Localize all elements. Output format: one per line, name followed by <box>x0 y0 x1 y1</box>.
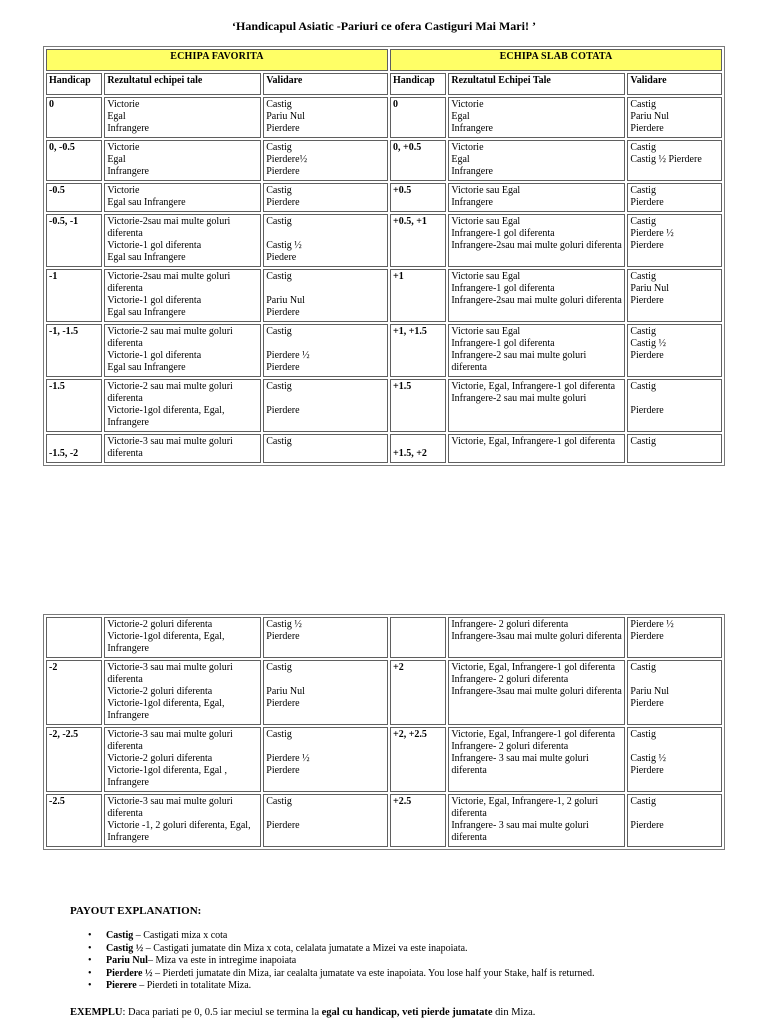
underdog-validation-line: Pariu Nul <box>630 283 669 294</box>
underdog-validation-line: Castig <box>630 436 656 447</box>
favorite-validation-line: Pierdere ½ <box>266 350 310 361</box>
underdog-result-line: Egal <box>451 111 470 122</box>
underdog-handicap: +2 <box>390 660 446 725</box>
underdog-result-line: Infrangere <box>451 166 493 177</box>
underdog-result <box>448 379 625 432</box>
underdog-handicap: +2, +2.5 <box>390 727 446 792</box>
underdog-result-line: Infrangere-1 gol diferenta <box>451 338 555 349</box>
page-title: ‘Handicapul Asiatic -Pariuri ce ofera Castiguri Mai Mari! ’ <box>232 19 536 33</box>
favorite-validation-line: Pierdere <box>266 166 300 177</box>
favorite-validation-line: Castig <box>266 271 292 282</box>
underdog-validation <box>627 727 722 792</box>
col-result-dog: Rezultatul Echipei Tale <box>448 73 625 95</box>
favorite-validation-line: Castig <box>266 142 292 153</box>
payout-description: – Miza va este in intregime inapoiata <box>147 955 297 966</box>
payout-description: – Castigati jumatate din Miza x cota, celalata jumatate a Mizei va este inapoiata. <box>143 942 468 954</box>
favorite-validation <box>263 97 388 138</box>
favorite-result-line: Victorie-2sau mai multe goluri diferenta <box>107 271 231 294</box>
underdog-result <box>448 140 625 181</box>
underdog-result <box>448 727 625 792</box>
underdog-result-line: Infrangere <box>451 123 493 134</box>
favorite-result-line: Victorie-1gol diferenta, Egal, Infrangere <box>107 698 225 721</box>
underdog-result-line: Infrangere- 3 sau mai multe goluri diferenta <box>451 820 589 843</box>
favorite-result-line: Infrangere <box>107 123 149 134</box>
payout-term: Pierdere ½ <box>106 967 153 979</box>
underdog-validation-line: Pierdere ½ <box>630 228 674 239</box>
favorite-validation-line: Pierdere <box>266 698 300 709</box>
payout-item <box>88 968 748 981</box>
underdog-result-line: Victorie, Egal, Infrangere-1 gol diferenta <box>451 729 616 740</box>
example-text-1: : Daca pariati pe 0, 0.5 iar meciul se termina la <box>122 1007 322 1018</box>
favorite-handicap: -1 <box>46 269 102 322</box>
handicap-table-2 <box>43 614 725 850</box>
favorite-validation-line: Castig <box>266 99 292 110</box>
underdog-result <box>448 617 625 658</box>
favorite-result <box>104 140 261 181</box>
favorite-validation-line <box>266 228 385 240</box>
underdog-validation-line <box>630 674 719 686</box>
underdog-result <box>448 183 625 212</box>
favorite-result-line: Victorie -1, 2 goluri diferenta, Egal, Infrangere <box>107 820 251 843</box>
handicap-table-1 <box>43 46 725 466</box>
underdog-result-line: Victorie sau Egal <box>451 185 521 196</box>
underdog-result-line: Infrangere-2sau mai multe goluri diferenta <box>451 295 622 306</box>
favorite-validation-line: Pariu Nul <box>266 686 305 697</box>
favorite-result-line: Victorie <box>107 185 140 196</box>
underdog-validation-line: Pierdere <box>630 350 664 361</box>
table-row <box>46 140 722 181</box>
payout-term: Pariu Nul <box>106 955 148 966</box>
favorite-result <box>104 324 261 377</box>
favorite-validation-line: Pierdere <box>266 197 300 208</box>
payout-title: PAYOUT EXPLANATION: <box>70 905 202 917</box>
underdog-handicap: 0 <box>390 97 446 138</box>
favorite-result <box>104 269 261 322</box>
favorite-validation <box>263 379 388 432</box>
payout-item <box>88 955 748 968</box>
underdog-result <box>448 794 625 847</box>
favorite-validation <box>263 269 388 322</box>
table-row <box>46 97 722 138</box>
underdog-result-line: Infrangere- 2 goluri diferenta <box>451 619 569 630</box>
table-row <box>46 617 722 658</box>
underdog-validation-line: Castig ½ <box>630 338 666 349</box>
favorite-validation-line: Castig <box>266 216 292 227</box>
underdog-validation <box>627 97 722 138</box>
underdog-validation <box>627 183 722 212</box>
payout-item <box>88 930 748 943</box>
favorite-validation-line: Castig <box>266 729 292 740</box>
favorite-handicap: 0, -0.5 <box>46 140 102 181</box>
underdog-validation-line: Pierdere <box>630 631 664 642</box>
underdog-validation-line: Castig <box>630 185 656 196</box>
example-text-2: din Miza. <box>492 1007 536 1018</box>
underdog-validation-line: Castig ½ Pierdere <box>630 154 702 165</box>
favorite-result-line: Victorie-1 gol diferenta <box>107 350 202 361</box>
underdog-validation <box>627 214 722 267</box>
table-1-body <box>46 97 722 463</box>
favorite-validation <box>263 794 388 847</box>
underdog-validation-line: Pariu Nul <box>630 111 669 122</box>
favorite-result <box>104 214 261 267</box>
favorite-validation <box>263 727 388 792</box>
favorite-result <box>104 379 261 432</box>
favorite-validation <box>263 324 388 377</box>
table-row <box>46 434 722 463</box>
col-validation-fav: Validare <box>263 73 388 95</box>
payout-term: Castig <box>106 930 134 941</box>
underdog-validation-line: Pierdere <box>630 698 664 709</box>
favorite-result-line: Infrangere <box>107 166 149 177</box>
favorite-result-line: Victorie-2sau mai multe goluri diferenta <box>107 216 231 239</box>
favorite-validation-line: Castig <box>266 381 292 392</box>
favorite-validation-line <box>266 741 385 753</box>
table-row <box>46 794 722 847</box>
favorite-result <box>104 617 261 658</box>
favorite-validation-line: Pierdere <box>266 307 300 318</box>
underdog-validation <box>627 434 722 463</box>
favorite-validation-line: Castig <box>266 185 292 196</box>
favorite-result <box>104 660 261 725</box>
favorite-validation <box>263 214 388 267</box>
underdog-handicap: +0.5, +1 <box>390 214 446 267</box>
underdog-result <box>448 97 625 138</box>
favorite-result-line: Victorie-3 sau mai multe goluri diferenta <box>107 796 233 819</box>
favorite-result-line: Victorie <box>107 99 140 110</box>
underdog-validation-line: Pierdere ½ <box>630 619 674 630</box>
favorite-result-line: Egal sau Infrangere <box>107 197 186 208</box>
favorite-result-line: Victorie-2 goluri diferenta <box>107 619 213 630</box>
underdog-validation <box>627 324 722 377</box>
favorite-result-line: Victorie-3 sau mai multe goluri diferenta <box>107 662 233 685</box>
underdog-validation-line: Pierdere <box>630 295 664 306</box>
favorite-handicap: -1.5, -2 <box>46 434 102 463</box>
payout-description: – Pierdeti jumatate din Miza, iar cealalta jumatate va este inapoiata. You lose half your Stake, half is returned. <box>152 967 595 979</box>
favorite-handicap: -2.5 <box>46 794 102 847</box>
payout-description: – Pierdeti in totalitate Miza. <box>136 980 252 991</box>
underdog-result-line: Infrangere- 2 goluri diferenta <box>451 741 569 752</box>
underdog-validation-line <box>630 808 719 820</box>
underdog-validation-line: Pierdere <box>630 820 664 831</box>
table-row <box>46 727 722 792</box>
favorite-validation-line <box>266 283 385 295</box>
underdog-validation-line: Castig <box>630 381 656 392</box>
underdog-result-line: Egal <box>451 154 470 165</box>
underdog-validation-line: Castig <box>630 796 656 807</box>
underdog-validation-line: Castig <box>630 99 656 110</box>
favorite-handicap: -2 <box>46 660 102 725</box>
favorite-result-line: Egal <box>107 154 126 165</box>
underdog-validation <box>627 617 722 658</box>
favorite-result <box>104 434 261 463</box>
underdog-validation-line <box>630 393 719 405</box>
underdog-result-line: Victorie <box>451 142 484 153</box>
favorite-validation-line: Pariu Nul <box>266 111 305 122</box>
favorite-validation <box>263 660 388 725</box>
underdog-handicap: +1 <box>390 269 446 322</box>
favorite-result-line: Victorie <box>107 142 140 153</box>
favorite-validation-line <box>266 338 385 350</box>
favorite-validation-line: Pierdere <box>266 765 300 776</box>
underdog-validation-line: Pierdere <box>630 240 664 251</box>
favorite-validation-line: Pierdere <box>266 123 300 134</box>
favorite-validation <box>263 617 388 658</box>
underdog-validation-line: Pierdere <box>630 197 664 208</box>
underdog-validation-line: Castig <box>630 326 656 337</box>
favorite-result-line: Victorie-2 sau mai multe goluri diferenta <box>107 326 233 349</box>
underdog-result-line: Victorie sau Egal <box>451 326 521 337</box>
favorite-validation-line: Pierdere <box>266 631 300 642</box>
example-bold-text: egal cu handicap, veti pierde jumatate <box>321 1007 493 1018</box>
underdog-handicap: +1.5 <box>390 379 446 432</box>
favorite-validation-line: Castig <box>266 326 292 337</box>
underdog-team-header: ECHIPA SLAB COTATA <box>390 49 722 71</box>
underdog-validation-line: Pierdere <box>630 765 664 776</box>
favorite-result <box>104 97 261 138</box>
favorite-validation-line: Pierdere <box>266 820 300 831</box>
favorite-validation <box>263 140 388 181</box>
favorite-result <box>104 794 261 847</box>
favorite-validation-line: Pierdere <box>266 405 300 416</box>
example-line <box>70 1007 535 1018</box>
underdog-validation-line: Castig <box>630 662 656 673</box>
favorite-handicap: -0.5 <box>46 183 102 212</box>
table-row <box>46 183 722 212</box>
underdog-validation-line: Castig ½ <box>630 753 666 764</box>
underdog-result-line: Infrangere-1 gol diferenta <box>451 228 555 239</box>
favorite-handicap: -1.5 <box>46 379 102 432</box>
favorite-result-line: Victorie-1gol diferenta, Egal, Infrangere <box>107 405 225 428</box>
favorite-result-line: Victorie-1 gol diferenta <box>107 295 202 306</box>
underdog-result-line: Infrangere- 2 goluri diferenta <box>451 674 569 685</box>
underdog-validation <box>627 660 722 725</box>
underdog-result-line: Victorie, Egal, Infrangere-1 gol diferenta <box>451 436 616 447</box>
payout-term: Pierere <box>106 980 137 991</box>
col-validation-dog: Validare <box>627 73 722 95</box>
table-row <box>46 324 722 377</box>
underdog-validation-line: Pariu Nul <box>630 686 669 697</box>
favorite-validation-line: Pariu Nul <box>266 295 305 306</box>
favorite-result-line: Egal sau Infrangere <box>107 252 186 263</box>
underdog-result-line: Victorie, Egal, Infrangere-1 gol diferenta <box>451 381 616 392</box>
col-result-fav: Rezultatul echipei tale <box>104 73 261 95</box>
underdog-result-line: Infrangere-2 sau mai multe goluri diferenta <box>451 350 587 373</box>
favorite-handicap: -1, -1.5 <box>46 324 102 377</box>
table-row <box>46 660 722 725</box>
favorite-result-line: Victorie-1gol diferenta, Egal, Infrangere <box>107 631 225 654</box>
col-handicap-dog: Handicap <box>390 73 446 95</box>
favorite-handicap: 0 <box>46 97 102 138</box>
underdog-validation <box>627 140 722 181</box>
underdog-validation-line: Castig <box>630 729 656 740</box>
favorite-result-line: Egal sau Infrangere <box>107 362 186 373</box>
table-row <box>46 214 722 267</box>
underdog-result-line: Victorie, Egal, Infrangere-1 gol diferenta <box>451 662 616 673</box>
underdog-result <box>448 324 625 377</box>
underdog-result-line: Victorie <box>451 99 484 110</box>
payout-term: Castig ½ <box>106 942 144 954</box>
underdog-validation-line: Castig <box>630 216 656 227</box>
underdog-result-line: Infrangere-2 sau mai multe goluri <box>451 393 587 404</box>
underdog-handicap: +0.5 <box>390 183 446 212</box>
favorite-validation <box>263 183 388 212</box>
underdog-result-line: Victorie sau Egal <box>451 216 521 227</box>
underdog-validation-line: Castig <box>630 142 656 153</box>
favorite-result <box>104 183 261 212</box>
underdog-result <box>448 434 625 463</box>
favorite-result-line: Victorie-1 gol diferenta <box>107 240 202 251</box>
underdog-validation-line: Castig <box>630 271 656 282</box>
underdog-validation-line: Pierdere <box>630 405 664 416</box>
underdog-result-line: Infrangere-3sau mai multe goluri diferenta <box>451 686 622 697</box>
underdog-validation-line: Pierdere <box>630 123 664 134</box>
table-row <box>46 269 722 322</box>
col-handicap-fav: Handicap <box>46 73 102 95</box>
favorite-handicap <box>46 617 102 658</box>
favorite-validation-line <box>266 808 385 820</box>
favorite-validation-line: Piedere <box>266 252 297 263</box>
favorite-validation-line: Castig <box>266 796 292 807</box>
favorite-result-line: Victorie-3 sau mai multe goluri diferenta <box>107 436 233 459</box>
payout-list <box>88 930 748 993</box>
favorite-validation-line: Castig ½ <box>266 619 302 630</box>
favorite-team-header: ECHIPA FAVORITA <box>46 49 388 71</box>
favorite-result-line: Victorie-2 goluri diferenta <box>107 686 213 697</box>
favorite-validation-line <box>266 674 385 686</box>
underdog-result-line: Victorie, Egal, Infrangere-1, 2 goluri diferenta <box>451 796 599 819</box>
underdog-validation <box>627 794 722 847</box>
underdog-result-line: Infrangere-2sau mai multe goluri diferenta <box>451 240 622 251</box>
underdog-result-line: Infrangere <box>451 197 493 208</box>
favorite-result-line: Victorie-1gol diferenta, Egal , Infrangere <box>107 765 227 788</box>
underdog-result <box>448 660 625 725</box>
favorite-validation-line: Castig <box>266 436 292 447</box>
payout-item <box>88 943 748 956</box>
underdog-validation <box>627 269 722 322</box>
favorite-result-line: Egal sau Infrangere <box>107 307 186 318</box>
favorite-result-line: Victorie-2 goluri diferenta <box>107 753 213 764</box>
favorite-validation-line: Pierdere <box>266 362 300 373</box>
favorite-validation-line: Pierdere ½ <box>266 753 310 764</box>
underdog-validation <box>627 379 722 432</box>
favorite-result-line: Victorie-2 sau mai multe goluri diferenta <box>107 381 233 404</box>
underdog-result-line: Infrangere-3sau mai multe goluri diferenta <box>451 631 622 642</box>
favorite-validation-line: Castig ½ <box>266 240 302 251</box>
example-label: EXEMPLU <box>70 1007 123 1018</box>
underdog-handicap: +2.5 <box>390 794 446 847</box>
favorite-validation-line <box>266 393 385 405</box>
underdog-result <box>448 214 625 267</box>
underdog-result-line: Victorie sau Egal <box>451 271 521 282</box>
favorite-validation-line: Castig <box>266 662 292 673</box>
favorite-result <box>104 727 261 792</box>
underdog-result-line: Infrangere-1 gol diferenta <box>451 283 555 294</box>
underdog-handicap: +1.5, +2 <box>390 434 446 463</box>
underdog-handicap: 0, +0.5 <box>390 140 446 181</box>
underdog-handicap: +1, +1.5 <box>390 324 446 377</box>
favorite-validation <box>263 434 388 463</box>
favorite-validation-line: Pierdere½ <box>266 154 308 165</box>
underdog-validation-line <box>630 741 719 753</box>
table-2-body <box>46 617 722 847</box>
favorite-handicap: -2, -2.5 <box>46 727 102 792</box>
payout-description: – Castigati miza x cota <box>133 930 228 941</box>
payout-item <box>88 980 748 993</box>
underdog-result-line: Infrangere- 3 sau mai multe goluri diferenta <box>451 753 589 776</box>
favorite-handicap: -0.5, -1 <box>46 214 102 267</box>
table-row <box>46 379 722 432</box>
underdog-result <box>448 269 625 322</box>
favorite-result-line: Egal <box>107 111 126 122</box>
underdog-handicap <box>390 617 446 658</box>
favorite-result-line: Victorie-3 sau mai multe goluri diferenta <box>107 729 233 752</box>
